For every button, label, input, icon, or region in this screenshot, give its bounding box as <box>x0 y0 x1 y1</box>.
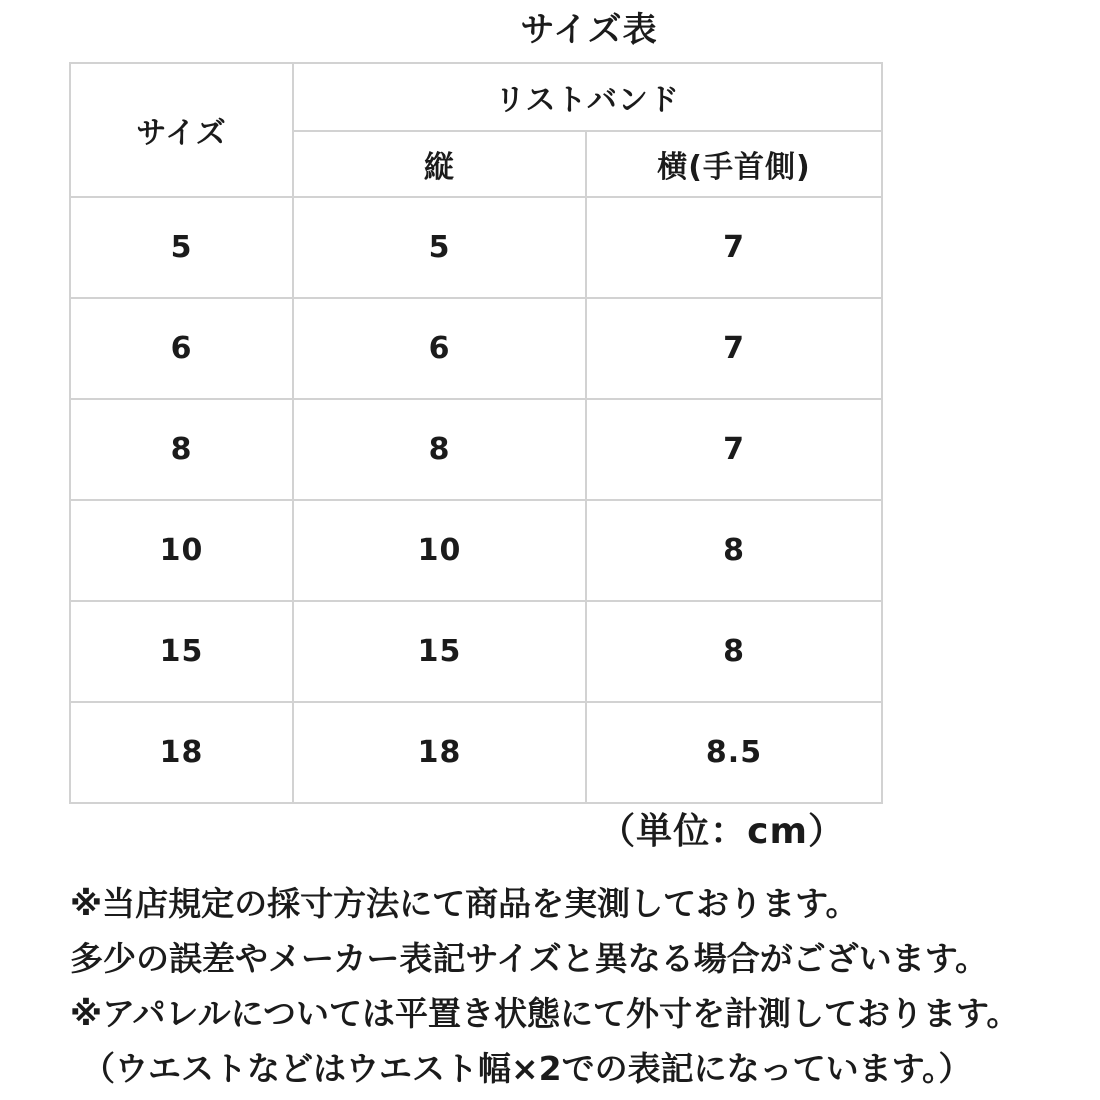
cell-width: 8 <box>586 500 882 601</box>
table-row <box>70 197 882 298</box>
table-row <box>70 500 882 601</box>
cell-size: 15 <box>70 601 293 702</box>
col-header-length: 縦 <box>293 131 586 197</box>
unit-note: （単位：cm） <box>599 811 845 852</box>
footnote-tolerance: 多少の誤差やメーカー表記サイズと異なる場合がございます。 <box>70 939 989 978</box>
cell-width: 7 <box>586 298 882 399</box>
size-chart-page <box>0 8 1100 1100</box>
size-table <box>69 62 883 804</box>
table-row <box>70 702 882 803</box>
cell-length: 6 <box>293 298 586 399</box>
cell-length: 18 <box>293 702 586 803</box>
col-header-wristband: リストバンド <box>293 63 882 131</box>
cell-width: 8.5 <box>586 702 882 803</box>
col-header-size: サイズ <box>70 63 293 197</box>
table-row <box>70 298 882 399</box>
cell-length: 10 <box>293 500 586 601</box>
page-title: サイズ表 <box>520 10 658 50</box>
cell-width: 7 <box>586 197 882 298</box>
footnote-waist-width: （ウエストなどはウエスト幅×2での表記になっています。） <box>82 1049 972 1088</box>
cell-length: 5 <box>293 197 586 298</box>
cell-length: 8 <box>293 399 586 500</box>
cell-size: 10 <box>70 500 293 601</box>
footnote-measurement-method: ※当店規定の採寸方法にて商品を実測しております。 <box>70 884 859 923</box>
table-row <box>70 399 882 500</box>
table-row <box>70 601 882 702</box>
cell-size: 18 <box>70 702 293 803</box>
cell-width: 8 <box>586 601 882 702</box>
footnote-apparel-flat: ※アパレルについては平置き状態にて外寸を計測しております。 <box>70 994 1020 1033</box>
col-header-width-wrist-side: 横(手首側) <box>586 131 882 197</box>
cell-length: 15 <box>293 601 586 702</box>
footnotes <box>70 876 1100 1096</box>
cell-width: 7 <box>586 399 882 500</box>
cell-size: 6 <box>70 298 293 399</box>
cell-size: 5 <box>70 197 293 298</box>
cell-size: 8 <box>70 399 293 500</box>
header-row-group <box>70 63 882 131</box>
